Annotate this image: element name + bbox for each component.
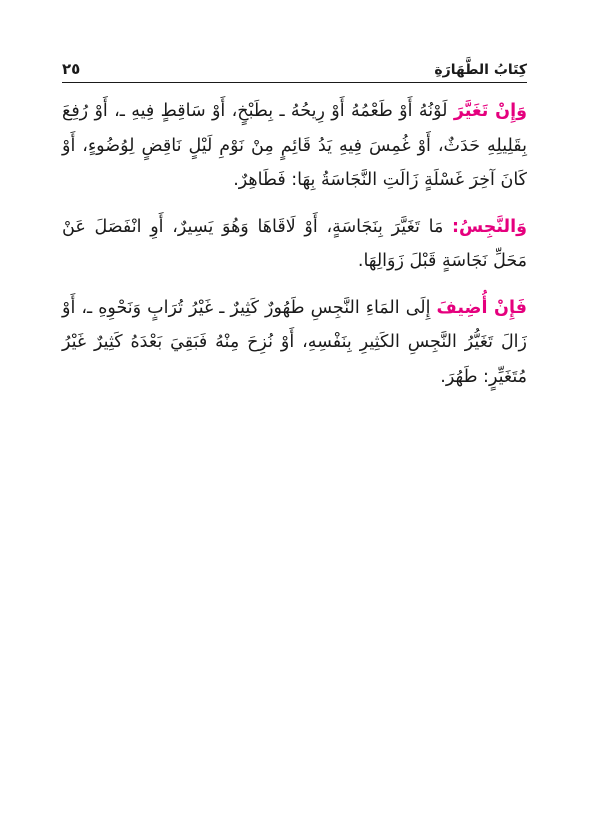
paragraph-text: مَا تَغَيَّرَ بِنَجَاسَةٍ، أَوْ لَاقَاهَا وَهُوَ يَسِيرٌ، أَوِ انْفَصَلَ عَنْ مَحَلِّ نَجَاسَةٍ قَبْلَ زَوَالِهَا. [62,216,527,271]
body-text [62,94,527,406]
paragraph-purification [62,291,527,395]
paragraph-lead: وَإِنْ تَغَيَّرَ [453,101,527,121]
paragraph-impure-water [62,210,527,279]
paragraph-text: إِلَى المَاءِ النَّجِسِ طَهُورٌ كَثِيرٌ ـ غَيْرُ تُرَابٍ وَنَحْوِهِ ـ، أَوْ زَالَ تَغَيُّرُ النَّجِسِ الكَثِيرِ بِنَفْسِهِ، أَوْ نُزِحَ مِنْهُ فَبَقِيَ بَعْدَهُ كَثِيرٌ غَيْرُ مُتَغَيِّرٍ: طَهُرَ. [62,297,527,387]
paragraph-changed-water [62,94,527,198]
paragraph-lead: فَإِنْ أُضِيفَ [436,297,528,318]
paragraph-lead: وَالنَّجِسُ: [452,216,527,237]
page-number: ٢٥ [62,60,81,78]
running-title: كِتَابُ الطَّهَارَةِ [434,62,527,78]
page-header [62,52,527,78]
paragraph-text: لَوْنُهُ أَوْ طَعْمُهُ أَوْ رِيحُهُ ـ بِطَبْخٍ، أَوْ سَاقِطٍ فِيهِ ـ، أَوْ رُفِعَ بِقَلِيلِهِ حَدَثٌ، أَوْ غُمِسَ فِيهِ يَدُ قَائِمٍ مِنْ نَوْمِ لَيْلٍ نَاقِضٍ لِوُضُوءٍ، أَوْ كَانَ آخِرَ غَسْلَةٍ زَالَتِ النَّجَاسَةُ بِهَا: فَطَاهِرٌ. [62,101,527,190]
header-rule [62,82,527,83]
